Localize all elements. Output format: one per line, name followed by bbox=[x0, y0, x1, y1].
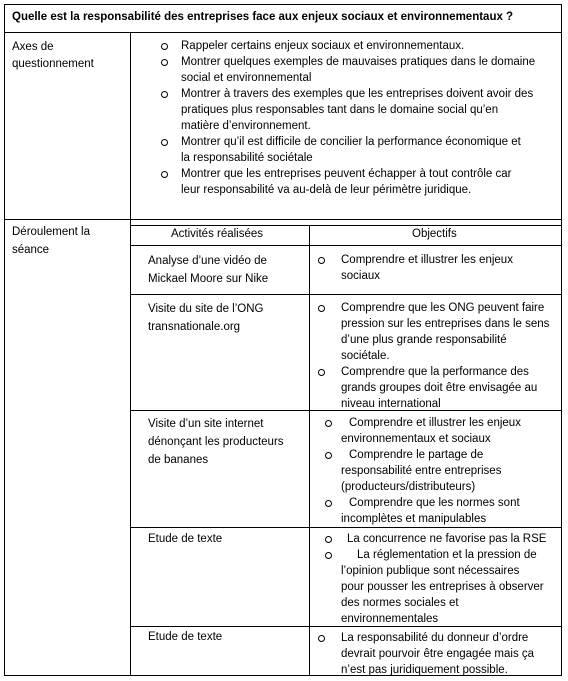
list-item-text: social et environnemental bbox=[181, 72, 312, 84]
header-objectifs: Objectifs bbox=[412, 228, 457, 240]
deroulement-label-line: séance bbox=[12, 244, 50, 256]
bullet-icon bbox=[318, 369, 325, 376]
bullet-icon bbox=[318, 305, 325, 312]
bullet-icon bbox=[325, 552, 332, 559]
row-divider-3 bbox=[130, 527, 561, 528]
bullet-icon bbox=[325, 452, 332, 459]
bullet-icon bbox=[161, 91, 168, 98]
objective-text: niveau international bbox=[341, 398, 441, 410]
objective-text: Comprendre que les ONG peuvent faire bbox=[341, 302, 545, 314]
list-item-text: Montrer quelques exemples de mauvaises pratiques dans le domaine bbox=[181, 56, 536, 68]
objective-text: pression sur les entreprises dans le sens bbox=[341, 318, 550, 330]
page-title: Quelle est la responsabilité des entreprises face aux enjeux sociaux et environnementaux ? bbox=[12, 11, 514, 23]
objective-text: incomplètes et manipulables bbox=[341, 513, 487, 525]
axes-label-line: questionnement bbox=[12, 58, 94, 70]
bullet-icon bbox=[161, 59, 168, 66]
activity-text: Etude de texte bbox=[148, 533, 223, 545]
bullet-icon bbox=[318, 257, 325, 264]
objective-text: Comprendre que les normes sont bbox=[349, 497, 520, 509]
objective-text: pour pousser les entreprises à observer bbox=[341, 581, 544, 593]
row-divider-1 bbox=[130, 294, 561, 295]
bullet-icon bbox=[318, 635, 325, 642]
objective-text: responsabilité entre entreprises bbox=[341, 465, 502, 477]
list-item-text: matière d’environnement. bbox=[181, 120, 311, 132]
objective-text: d’une plus grande responsabilité bbox=[341, 334, 507, 346]
bullet-icon bbox=[325, 420, 332, 427]
list-item-text: la responsabilité sociétale bbox=[181, 152, 313, 164]
objective-text: devrait pourvoir être engagée mais ça bbox=[341, 648, 535, 660]
objective-text: (producteurs/distributeurs) bbox=[341, 481, 476, 493]
objective-text: La concurrence ne favorise pas la RSE bbox=[347, 533, 547, 545]
activity-text: Visite d’un site internet bbox=[148, 418, 264, 430]
activity-text: Visite du site de l’ONG bbox=[148, 303, 264, 315]
header-divider bbox=[130, 245, 561, 246]
activity-column-divider bbox=[309, 225, 310, 675]
deroulement-label-line: Déroulement la bbox=[12, 226, 90, 238]
objective-text: l’opinion publique sont nécessaires bbox=[341, 565, 520, 577]
objective-text: environnementaux et sociaux bbox=[341, 433, 491, 445]
objective-text: Comprendre et illustrer les enjeux bbox=[341, 254, 513, 266]
header-activites: Activités réalisées bbox=[171, 228, 264, 240]
title-divider bbox=[5, 32, 561, 33]
objective-text: n’est pas juridiquement possible. bbox=[341, 664, 508, 676]
objective-text: grands groupes doit être envisagée au bbox=[341, 382, 538, 394]
activity-text: Analyse d’une vidéo de bbox=[148, 255, 267, 267]
document-table bbox=[4, 4, 562, 676]
list-item-text: leur responsabilité va au-delà de leur périmètre juridique. bbox=[181, 184, 472, 196]
list-item-text: Rappeler certains enjeux sociaux et environnementaux. bbox=[181, 40, 465, 52]
objective-text: environnementales bbox=[341, 613, 439, 625]
objective-text: Comprendre le partage de bbox=[349, 449, 484, 461]
objective-text: des normes sociales et bbox=[341, 597, 459, 609]
axes-label-line: Axes de bbox=[12, 41, 54, 53]
label-column-divider bbox=[130, 32, 131, 675]
axes-divider bbox=[5, 219, 561, 220]
bullet-icon bbox=[325, 536, 332, 543]
bullet-icon bbox=[325, 500, 332, 507]
list-item-text: Montrer à travers des exemples que les entreprises doivent avoir des bbox=[181, 88, 534, 100]
objective-text: sociétale. bbox=[341, 350, 390, 362]
objective-text: Comprendre que la performance des bbox=[341, 366, 529, 378]
objective-text: Comprendre et illustrer les enjeux bbox=[349, 417, 521, 429]
activity-text: Etude de texte bbox=[148, 631, 223, 643]
activity-text: dénonçant les producteurs bbox=[148, 436, 284, 448]
list-item-text: Montrer qu’il est difficile de concilier la performance économique et bbox=[181, 136, 521, 148]
objective-text: La responsabilité du donneur d’ordre bbox=[341, 632, 529, 644]
bullet-icon bbox=[161, 43, 168, 50]
activity-text: de bananes bbox=[148, 454, 209, 466]
bullet-icon bbox=[161, 171, 168, 178]
objective-text: sociaux bbox=[341, 270, 380, 282]
bullet-icon bbox=[161, 139, 168, 146]
list-item-text: pratiques plus responsables tant dans le domaine social qu’en bbox=[181, 104, 499, 116]
objective-text: La réglementation et la pression de bbox=[357, 549, 537, 561]
activity-text: Mickael Moore sur Nike bbox=[148, 273, 269, 285]
list-item-text: Montrer que les entreprises peuvent échapper à tout contrôle car bbox=[181, 168, 512, 180]
activity-text: transnationale.org bbox=[148, 321, 241, 333]
